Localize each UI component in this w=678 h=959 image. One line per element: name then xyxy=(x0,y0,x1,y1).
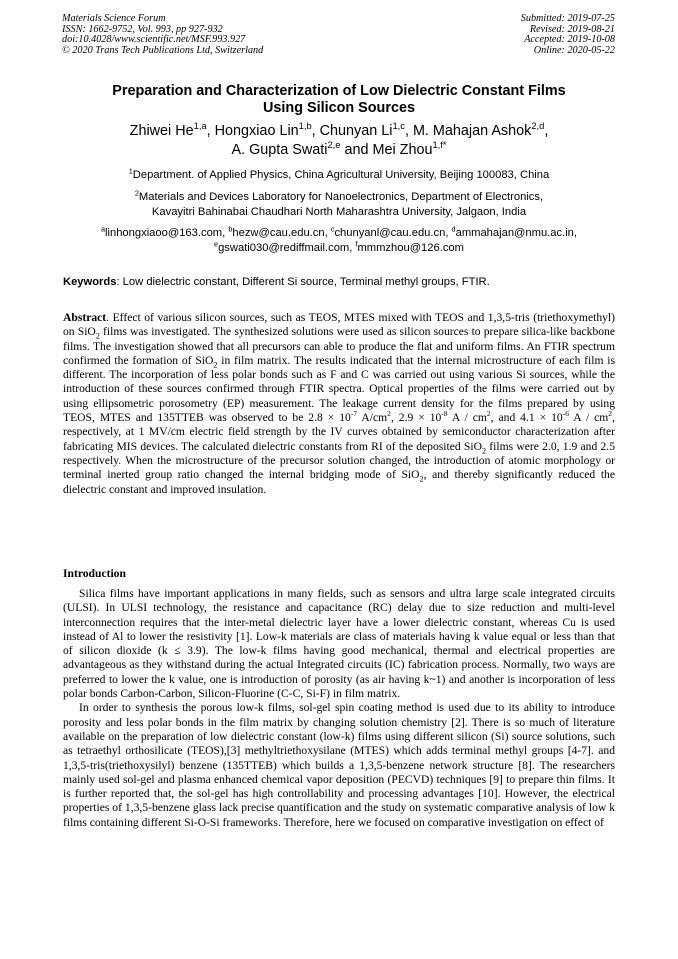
abstract-text: films was investigated. The synthesized solutions were used as silicon sources to prepare silica-like backbone films. The investigation showed that all precursors can able to produce the flat and uniform films. An FTIR spectrum confirmed the formation of SiO xyxy=(63,325,615,367)
affiliation-1 xyxy=(50,168,628,183)
author-name: Hongxiao Lin xyxy=(214,123,299,139)
abstract-text: A / cm xyxy=(447,411,487,425)
author-name: A. Gupta Swati xyxy=(231,142,328,158)
subscript: 2 xyxy=(419,474,424,484)
author-conjunction: and xyxy=(340,142,373,158)
keywords xyxy=(63,275,615,289)
date-revised: Revised: 2019-08-21 xyxy=(529,23,615,35)
abstract-label: Abstract xyxy=(63,311,107,324)
journal-doi: doi:10.4028/www.scientific.net/MSF.993.927 xyxy=(62,34,246,46)
affiliation-number: 1 xyxy=(128,166,133,176)
date-accepted: Accepted: 2019-10-08 xyxy=(524,34,615,46)
abstract-text: , and thereby significantly reduced the dielectric constant and improved insulation. xyxy=(63,468,615,496)
author-affil-sup: 2,e xyxy=(327,140,341,151)
author-name: Chunyan Li xyxy=(319,123,393,139)
introduction-body xyxy=(63,587,615,830)
abstract-text: , and 4.1 × 10 xyxy=(490,411,563,425)
email-link[interactable]: linhongxiaoo@163.com, xyxy=(105,227,229,239)
author-emails xyxy=(50,226,628,255)
affiliation-text: Materials and Devices Laboratory for Nanoelectronics, Department of Electronics, xyxy=(138,191,544,203)
email-label: f xyxy=(355,238,358,248)
author-name: Mei Zhou xyxy=(372,142,433,158)
date-submitted: Submitted: 2019-07-25 xyxy=(520,13,615,24)
email-link[interactable]: mmmzhou@126.com xyxy=(357,241,464,254)
email-link[interactable]: gswati030@rediffmail.com, xyxy=(218,241,356,254)
exponent: -8 xyxy=(441,409,448,419)
author-name: M. Mahajan Ashok xyxy=(412,123,532,139)
abstract-text: A/cm xyxy=(357,411,388,425)
author-separator: , xyxy=(544,123,549,139)
author-affil-sup: 1,c xyxy=(392,121,405,132)
keywords-text: : Low dielectric constant, Different Si source, Terminal methyl groups, FTIR. xyxy=(116,276,490,288)
exponent: 2 xyxy=(608,409,613,419)
affiliation-2-line-2: Kavayitri Bahinabai Chaudhari North Maharashtra University, Jalgaon, India xyxy=(151,205,527,218)
emails-line-1 xyxy=(50,226,628,241)
journal-header-left xyxy=(62,14,263,56)
subscript: 2 xyxy=(481,445,487,455)
journal-name: Materials Science Forum xyxy=(62,13,166,24)
email-label: c xyxy=(330,224,335,234)
author-list xyxy=(60,122,618,160)
paper-title xyxy=(70,83,608,117)
journal-copyright: © 2020 Trans Tech Publications Ltd, Switzerland xyxy=(62,44,264,56)
exponent: -6 xyxy=(562,409,569,419)
exponent: 2 xyxy=(486,409,491,419)
email-label: e xyxy=(214,238,219,248)
subscript: 2 xyxy=(213,360,218,370)
author-name: Zhiwei He xyxy=(129,123,194,139)
abstract-text: films were 2.0, 1.9 and 2.5 respectively. When the microstructure of the precursor solution changed, the introduction of atomic morphology or terminal inerted group ratio changed the internal bridging mode of SiO xyxy=(63,439,615,482)
abstract-text: , 2.9 × 10 xyxy=(390,411,442,425)
emails-line-2 xyxy=(50,238,628,256)
keywords-label: Keywords xyxy=(63,276,117,288)
author-affil-sup: 1,f* xyxy=(432,140,447,151)
title-line-1: Preparation and Characterization of Low Dielectric Constant Films xyxy=(112,83,566,99)
author-separator: , xyxy=(311,123,320,139)
email-label: a xyxy=(100,224,106,234)
author-line-2 xyxy=(60,141,618,160)
exponent: -7 xyxy=(350,409,358,419)
abstract-text: in film matrix. The results indicated that the internal microstructure of each film is different. The incorporation of less polar bonds such as F and C was carried out using various Si sources, while the introduction of these sources confirmed through FTIR spectra. Optical properties of the films were carried out by using ellipsometric porosometry (EP) measurement. The leakage current density for the films prepared by using TEOS, MTES and 135TTEB was observed to be 2.8 × 10 xyxy=(63,353,615,425)
abstract-text: , respectively, at 1 MV/cm electric field strength by the IV curves obtained by semiconductor characterization after fabricating MIS devices. The calculated dielectric constants from RI of the deposited SiO xyxy=(63,411,615,453)
journal-header-right xyxy=(521,14,615,56)
email-link[interactable]: ammahajan@nmu.ac.in, xyxy=(455,227,578,239)
introduction-paragraph-1: Silica films have important applications in many fields, such as sensors and ultra large scale integrated circuits (ULSI). In ULSI technology, the resistance and capacitance (RC) delay due to size reduction and multi-level interconnection requires that the inter-metal dielectric layer have a lower dielectric constant, whereas Cu is used instead of Al to lower the resistivity [1]. Low-k materials are class of materials having k value equal or less than that of silicon dioxide (k ≤ 3.9). The low-k films having good mechanical, thermal and electrical properties are advantageous as they withstand during the actual Integrated circuits (IC) fabrication process. Normally, two ways are preferred to lower the k value, one is introduction of porosity (as air having k~1) and another is incorporation of less polar bonds Carbon-Carbon, Silicon-Fluorine (C-C, Si-F) in film matrix. xyxy=(63,587,615,701)
author-affil-sup: 1,a xyxy=(193,121,207,132)
author-affil-sup: 1,b xyxy=(298,121,312,132)
exponent: 2 xyxy=(387,409,391,419)
affiliation-text: Department. of Applied Physics, China Agricultural University, Beijing 100083, China xyxy=(132,169,550,181)
author-separator: , xyxy=(206,123,215,139)
journal-issn: ISSN: 1662-9752, Vol. 993, pp 927-932 xyxy=(62,23,223,35)
date-online: Online: 2020-05-22 xyxy=(533,44,615,56)
subscript: 2 xyxy=(95,331,100,341)
author-separator: , xyxy=(404,123,413,139)
email-label: b xyxy=(228,224,233,234)
abstract-text: A / cm xyxy=(568,411,609,425)
abstract-text: . Effect of various silicon sources, such as TEOS, MTES mixed with TEOS and 1,3,5-tris (triethoxymethyl) on SiO xyxy=(63,311,615,339)
introduction-paragraph-2: In order to synthesis the porous low-k films, sol-gel spin coating method is used due to its ability to introduce porosity and less polar bonds in the film matrix by changing solution chemistry [2]. There is so much of literature available on the preparation of low dielectric constant (low-k) films using different silicon (Si) source solutions, such as tetraethyl orthosilicate (TEOS),[3] methyltriethoxysilane (MTES) which adds terminal methyl groups [4-7]. and 1,3,5-tris(triethoxysilyl) benzene (135TTEB) which builds a 1,3,5-benzene network structure [8]. The researchers mainly used sol-gel and plasma enhanced chemical vapor deposition (PECVD) techniques [9] to prepare thin films. It is further reported that, the sol-gel has high controllability and processing advantages [10]. However, the electrical properties of 1,3,5-benzene glass lack precise quantification and the study on systematic comparative analysis of low k films containing different Si-O-Si frameworks. Therefore, here we focused on comparative investigation on effect of xyxy=(63,701,615,829)
author-line-1 xyxy=(60,122,618,141)
title-line-2: Using Silicon Sources xyxy=(263,100,415,116)
email-link[interactable]: chunyanl@cau.edu.cn, xyxy=(334,227,452,239)
section-heading-introduction: Introduction xyxy=(63,567,126,580)
affiliation-2-line-1 xyxy=(50,190,628,205)
email-label: d xyxy=(451,224,456,234)
abstract xyxy=(63,311,615,497)
affiliation-2 xyxy=(50,190,628,219)
email-link[interactable]: hezw@cau.edu.cn, xyxy=(232,227,331,239)
affiliation-number: 2 xyxy=(134,188,139,198)
author-affil-sup: 2,d xyxy=(531,121,545,132)
